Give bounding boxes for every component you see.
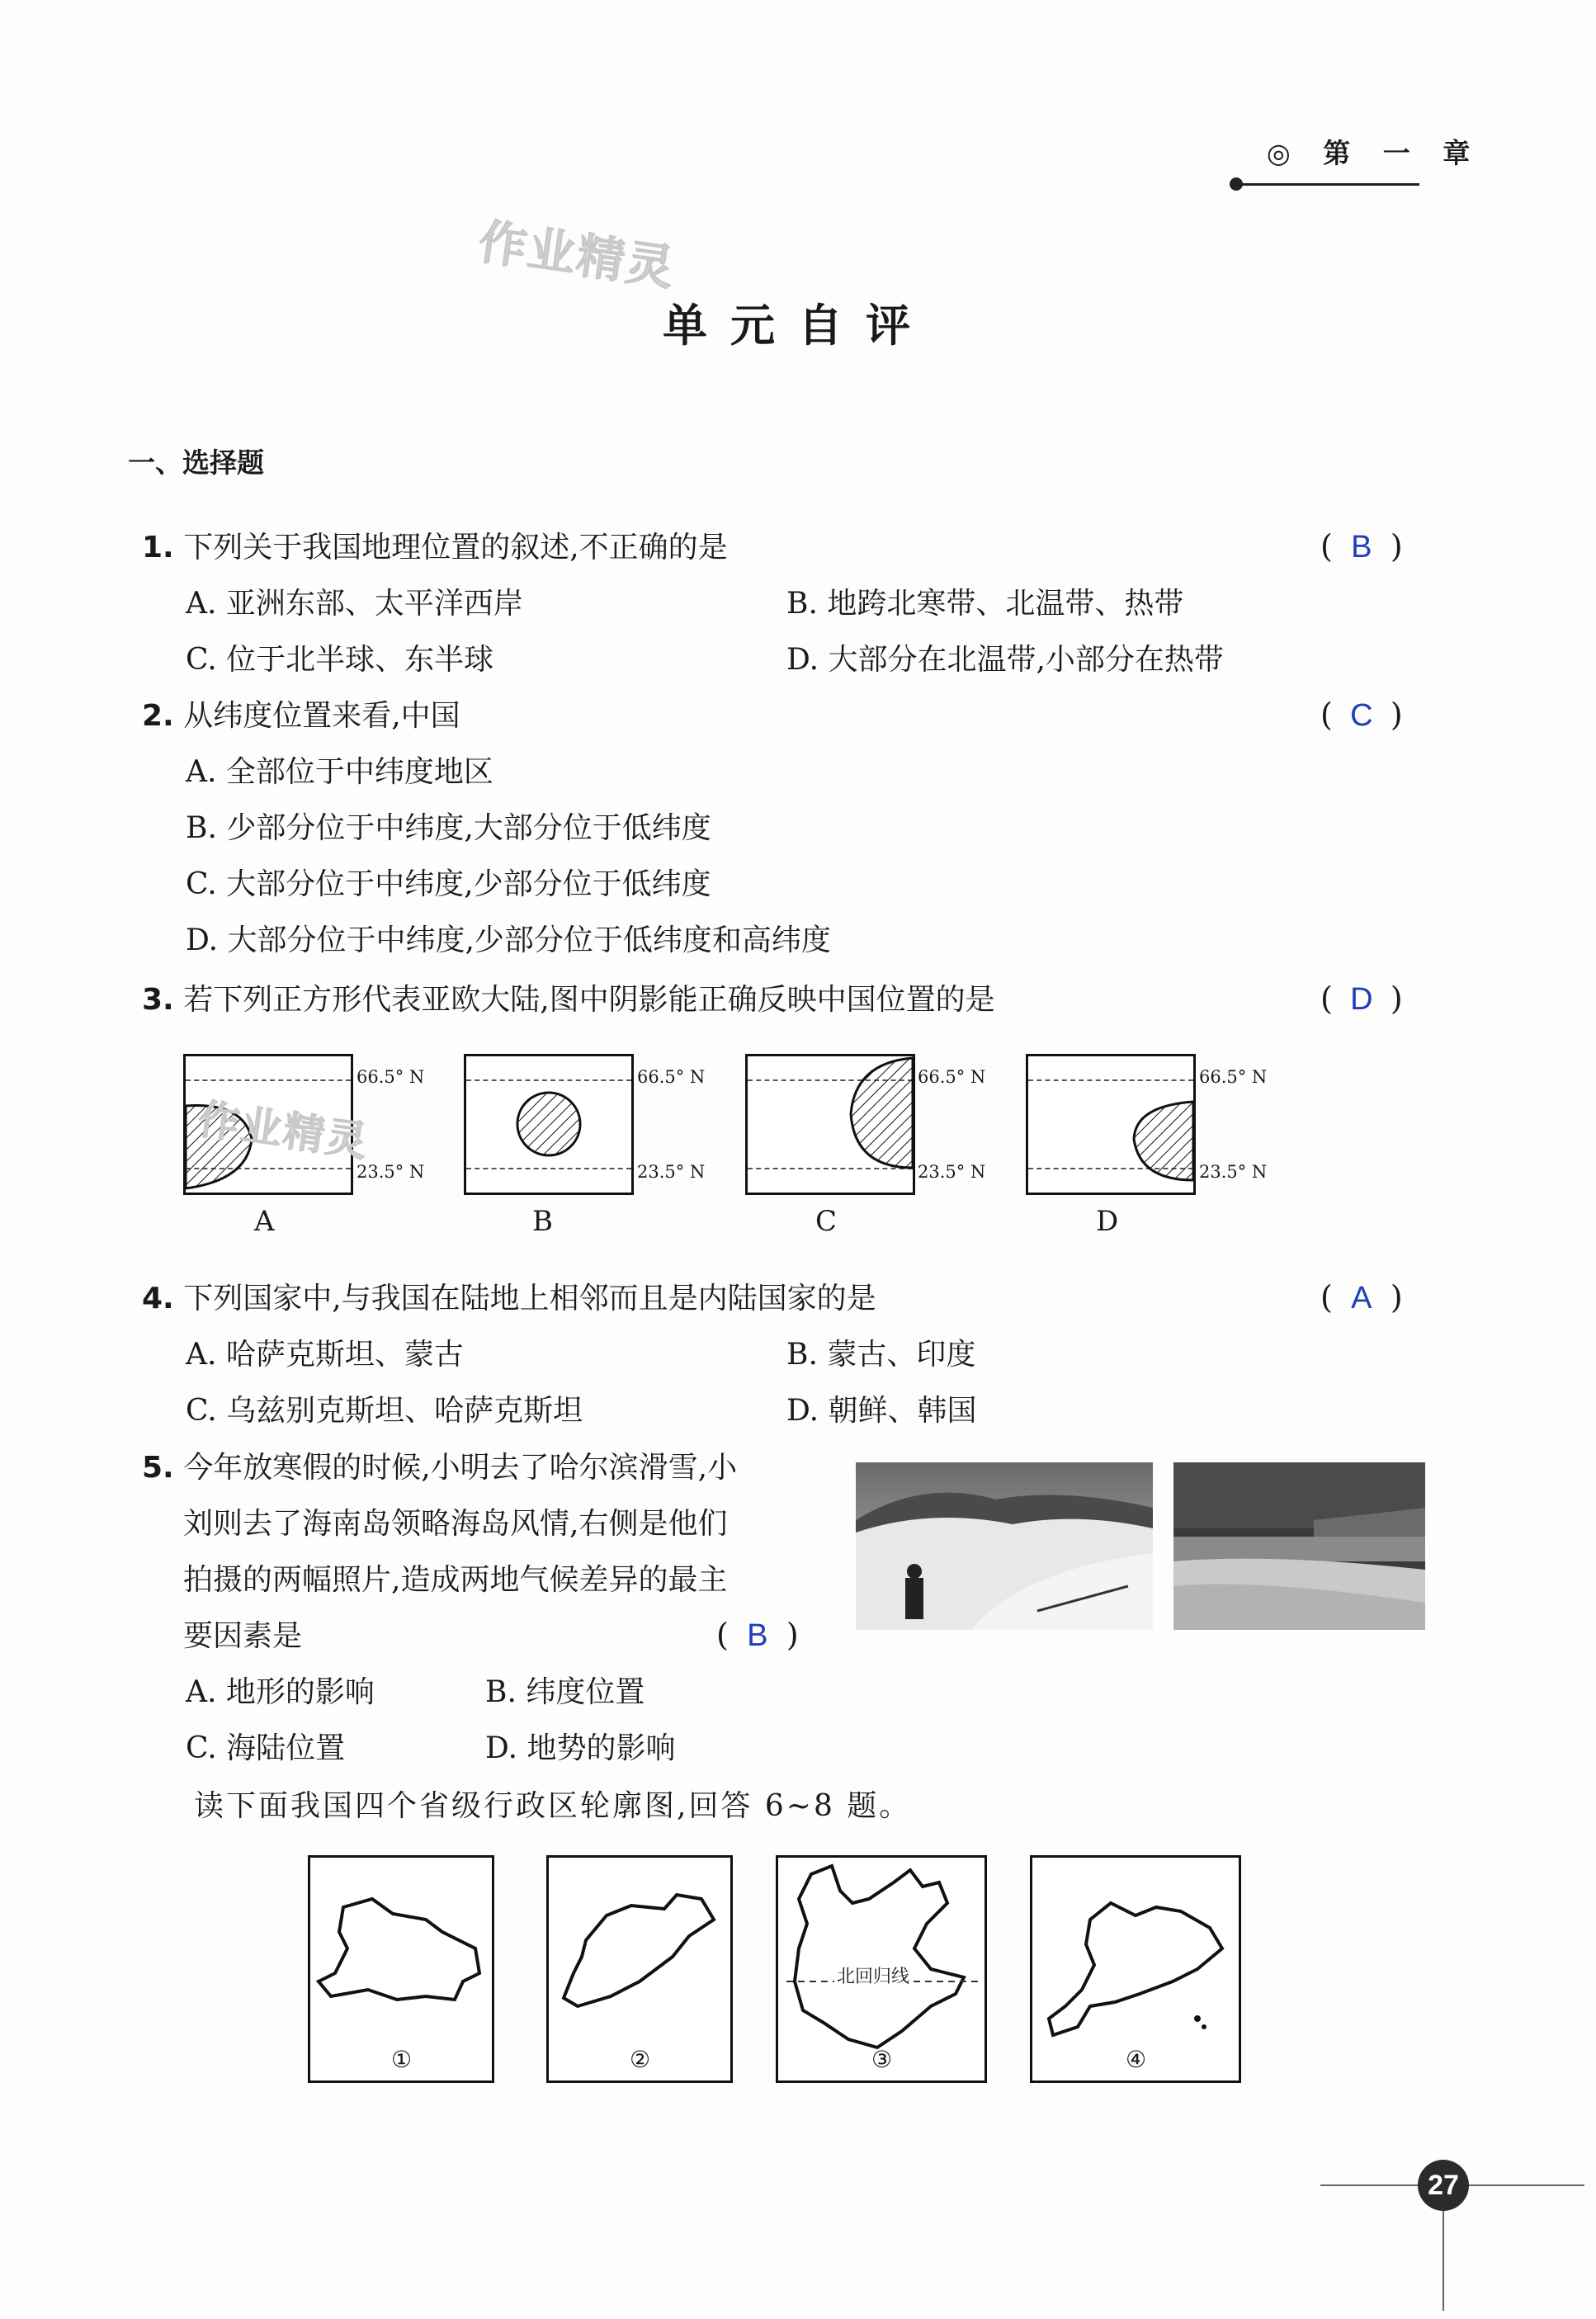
answer-value: B	[1351, 530, 1372, 564]
option: B. 纬度位置	[485, 1675, 645, 1709]
question-number: 3.	[142, 983, 174, 1017]
option: A. 全部位于中纬度地区	[186, 755, 493, 789]
answer-value: D	[1350, 982, 1373, 1017]
header-rule	[1238, 183, 1419, 186]
page-number-vline	[1443, 2195, 1444, 2311]
lat-label-23: 23.5° N	[1199, 1162, 1268, 1182]
lat-label-23: 23.5° N	[637, 1162, 706, 1182]
figure-b-box	[464, 1054, 634, 1195]
option: B. 少部分位于中纬度,大部分位于低纬度	[186, 811, 711, 845]
answer-4: ( A )	[1320, 1279, 1403, 1315]
option: C. 海陆位置	[186, 1731, 346, 1765]
option: C. 乌兹别克斯坦、哈萨克斯坦	[186, 1394, 583, 1428]
option: A. 哈萨克斯坦、蒙古	[186, 1338, 464, 1372]
question-1	[142, 528, 728, 568]
answer-2: ( C )	[1320, 697, 1403, 733]
lat-label-23: 23.5° N	[918, 1162, 986, 1182]
tropic-label: 北回归线	[834, 1962, 912, 1988]
option: D. 大部分在北温带,小部分在热带	[786, 643, 1224, 677]
question-text: 下列国家中,与我国在陆地上相邻而且是内陆国家的是	[183, 1282, 876, 1315]
page-number: 27	[1418, 2160, 1469, 2211]
lat-label-66: 66.5° N	[637, 1067, 706, 1087]
option: B. 蒙古、印度	[786, 1338, 976, 1372]
option: D. 大部分位于中纬度,少部分位于低纬度和高纬度	[186, 923, 831, 957]
question-text-line: 要因素是	[183, 1619, 303, 1653]
province-map-2	[546, 1855, 733, 2083]
watermark: 作业精灵	[475, 213, 679, 297]
figure-c-box	[745, 1054, 915, 1195]
beach-photo	[1173, 1462, 1425, 1630]
ski-photo	[856, 1462, 1153, 1630]
option: B. 地跨北寒带、北温带、热带	[786, 587, 1184, 621]
chapter-header: ◎ 第 一 章	[1267, 137, 1482, 169]
lat-label-23: 23.5° N	[357, 1162, 425, 1182]
question-number: 5.	[142, 1451, 174, 1485]
beach-scene	[1173, 1462, 1425, 1630]
province-map-4	[1030, 1855, 1241, 2083]
question-text-line: 拍摄的两幅照片,造成两地气候差异的最主	[183, 1563, 728, 1597]
question-number: 2.	[142, 699, 174, 733]
option: D. 朝鲜、韩国	[786, 1394, 977, 1428]
figure-label-d: D	[1096, 1205, 1119, 1238]
watermark: 作业精灵	[195, 1094, 372, 1167]
answer-5: ( B )	[716, 1617, 799, 1653]
answer-value: A	[1351, 1281, 1372, 1315]
question-text: 下列关于我国地理位置的叙述,不正确的是	[183, 531, 728, 564]
province-label-4: ④	[1126, 2046, 1147, 2073]
option: C. 大部分位于中纬度,少部分位于低纬度	[186, 867, 711, 901]
question-text: 从纬度位置来看,中国	[183, 699, 460, 733]
page-title: 单元自评	[663, 299, 933, 352]
lat-label-66: 66.5° N	[357, 1067, 425, 1087]
answer-value: B	[747, 1618, 768, 1653]
answer-value: C	[1350, 698, 1373, 733]
intro-6-8: 读下面我国四个省级行政区轮廓图,回答 6~8 题。	[194, 1789, 912, 1823]
question-3	[142, 980, 995, 1020]
option: C. 位于北半球、东半球	[186, 643, 494, 677]
province-label-3: ③	[871, 2046, 893, 2073]
question-2	[142, 697, 460, 736]
china-shape-c	[748, 1056, 913, 1193]
figure-d-box	[1026, 1054, 1196, 1195]
option: D. 地势的影响	[485, 1731, 676, 1765]
lat-label-66: 66.5° N	[1199, 1067, 1268, 1087]
question-text-line: 刘则去了海南岛领略海岛风情,右侧是他们	[183, 1507, 728, 1541]
figure-label-c: C	[815, 1205, 838, 1238]
option: A. 亚洲东部、太平洋西岸	[186, 587, 523, 621]
province-label-2: ②	[630, 2046, 651, 2073]
lat-label-66: 66.5° N	[918, 1067, 986, 1087]
figure-label-b: B	[532, 1205, 553, 1238]
option: A. 地形的影响	[186, 1675, 375, 1709]
ski-scene	[856, 1462, 1153, 1630]
province-map-3	[776, 1855, 987, 2083]
china-shape-d	[1028, 1056, 1193, 1193]
answer-3: ( D )	[1320, 980, 1403, 1017]
question-text-line: 今年放寒假的时候,小明去了哈尔滨滑雪,小	[183, 1451, 738, 1485]
china-shape-b	[466, 1056, 631, 1193]
question-number: 4.	[142, 1282, 174, 1315]
question-text: 若下列正方形代表亚欧大陆,图中阴影能正确反映中国位置的是	[183, 983, 995, 1017]
province-map-1	[308, 1855, 494, 2083]
answer-1: ( B )	[1320, 528, 1403, 564]
section-heading: 一、选择题	[128, 446, 264, 479]
figure-label-a: A	[254, 1205, 275, 1238]
question-5	[142, 1448, 737, 1488]
province-label-1: ①	[391, 2046, 413, 2073]
question-number: 1.	[142, 531, 174, 564]
question-4	[142, 1279, 876, 1319]
